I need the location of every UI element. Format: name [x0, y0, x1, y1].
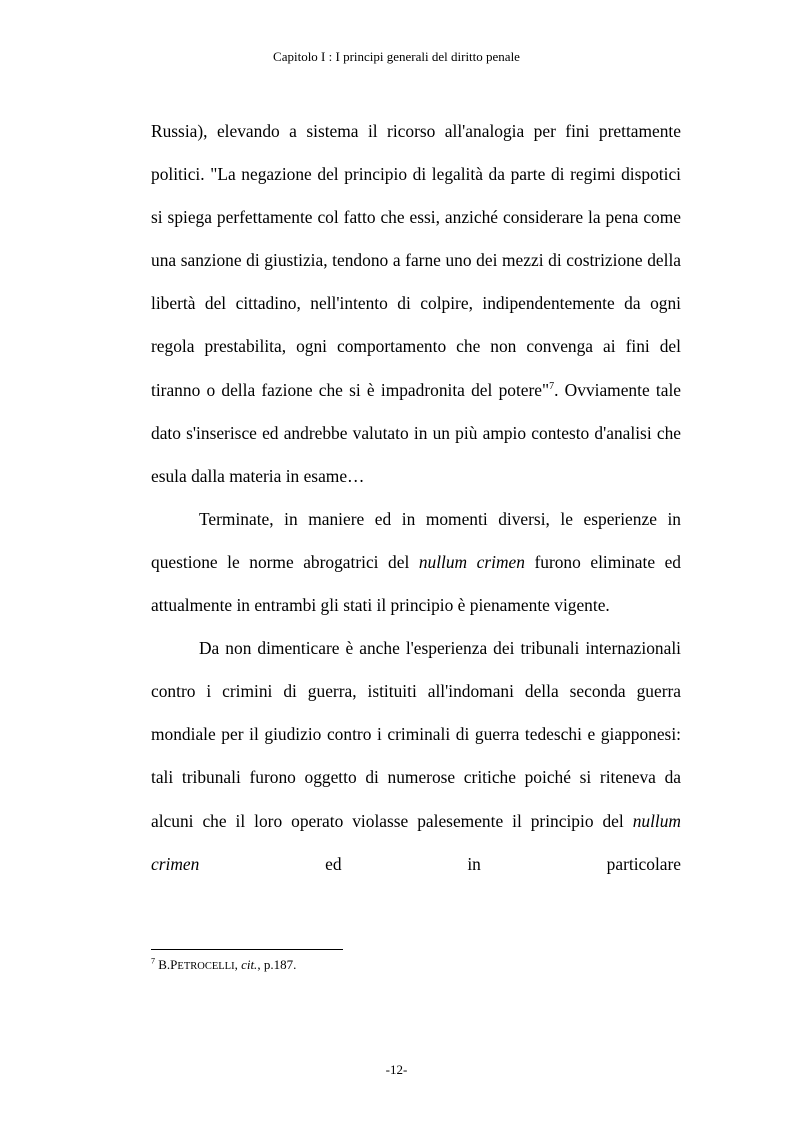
footnote — [151, 957, 681, 975]
footnote-page: , p.187. — [257, 957, 297, 972]
paragraph-text: Terminate, in maniere ed in momenti diversi, le esperienze in questione le norme abrogatrici del — [151, 508, 681, 572]
paragraph-2 — [151, 498, 681, 627]
paragraph-3 — [151, 627, 681, 886]
paragraph-text: Russia), elevando a sistema il ricorso all'analogia per fini prettamente politici. "La negazione del principio di legalità da parte di regimi dispotici si spiega perfettamente col fatto che essi, anziché considerare la pena come una sanzione di giustizia, tendono a farne uno dei mezzi di costrizione della libertà del cittadino, nell'intento di colpire, indipendentemente da ogni regola prestabilita, ogni comportamento che non convenga ai fini del tiranno o della fazione che si è impadronita del potere" — [151, 121, 681, 400]
paragraph-1 — [151, 110, 681, 498]
footnote-author-initial: B.P — [158, 957, 178, 972]
page-number-text: -12- — [385, 1062, 408, 1077]
latin-term: nullum crimen — [418, 551, 525, 572]
paragraph-text: ed in particolare — [199, 853, 681, 874]
footnote-cit: cit. — [241, 957, 258, 972]
footnote-reference[interactable]: 7 — [549, 380, 555, 392]
body-text — [151, 110, 681, 886]
paragraph-text: . Ovviamente tale dato s'inserisce ed andrebbe valutato in un più ampio contesto d'analisi che esula dalla materia in esame… — [151, 379, 681, 486]
latin-term: nullum crimen — [151, 810, 681, 874]
footnote-separator-text: , — [234, 957, 242, 972]
paragraph-text: furono eliminate ed attualmente in entrambi gli stati il principio è pienamente vigente. — [151, 551, 681, 616]
chapter-title: Capitolo I : I principi generali del diritto penale — [273, 49, 520, 64]
page-number — [0, 1062, 793, 1078]
footnote-author-surname: ETROCELLI — [177, 961, 235, 972]
running-header — [0, 49, 793, 65]
footnote-number: 7 — [151, 956, 155, 966]
paragraph-text: Da non dimenticare è anche l'esperienza dei tribunali internazionali contro i crimini di guerra, istituiti all'indomani della seconda guerra mondiale per il giudizio contro i criminali di guerra tedeschi e giapponesi: tali tribunali furono oggetto di numerose critiche poiché si riteneva da alcuni che il loro operato violasse palesemente il principio del — [151, 638, 681, 831]
footnote-separator — [151, 949, 343, 950]
